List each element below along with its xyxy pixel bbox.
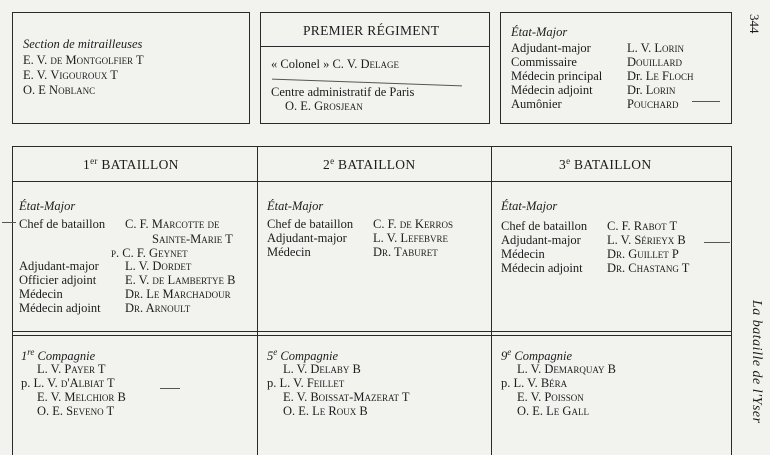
company-officer: p. L. V. d'Albiat T bbox=[21, 376, 115, 390]
company-9-heading: 9e Compagnie bbox=[501, 347, 573, 363]
company-officer: E. V. Poisson bbox=[517, 390, 584, 404]
company-officer: O. E. Le Roux B bbox=[283, 404, 368, 418]
mitrailleuses-row: E. V. Vigouroux T bbox=[23, 68, 118, 82]
staff-officer: p. C. F. Geynet bbox=[111, 246, 188, 260]
staff-role: Médecin adjoint bbox=[19, 301, 101, 315]
centre-admin-officer: O. E. Grosjean bbox=[285, 99, 363, 113]
pen-mark bbox=[160, 388, 180, 389]
staff-officer: C. F. Marcotte de bbox=[125, 217, 220, 231]
company-officer: L. V. Demarquay B bbox=[517, 362, 616, 376]
page-number: 344 bbox=[747, 14, 762, 34]
staff-officer: L. V. Lefebvre bbox=[373, 231, 448, 245]
mitrailleuses-row: E. V. de Montgolfier T bbox=[23, 53, 144, 67]
staff-role: Chef de bataillon bbox=[19, 217, 106, 231]
bataillons-table bbox=[12, 146, 732, 455]
staff-officer: Dr. Guillet P bbox=[607, 247, 679, 261]
staff-role: Médecin bbox=[501, 247, 545, 261]
etat-major-officer: Douillard bbox=[627, 55, 683, 69]
company-officer: O. E. Le Gall bbox=[517, 404, 589, 418]
etat-major-role: Médecin adjoint bbox=[511, 83, 593, 97]
bataillon-2-staff-heading: État-Major bbox=[267, 199, 324, 213]
company-1-heading: 1re Compagnie bbox=[21, 347, 96, 363]
bataillon-2-title: 2e BATAILLON bbox=[323, 156, 416, 172]
pen-mark bbox=[692, 101, 720, 102]
mitrailleuses-row: O. E Noblanc bbox=[23, 83, 96, 97]
bataillon-1-title: 1er BATAILLON bbox=[83, 156, 179, 172]
side-title: La bataille de l'Yser bbox=[749, 300, 764, 424]
staff-officer: Dr. Arnoult bbox=[125, 301, 191, 315]
pen-mark bbox=[704, 242, 730, 243]
staff-officer: C. F. Rabot T bbox=[607, 219, 678, 233]
staff-officer: Dr. Chastang T bbox=[607, 261, 690, 275]
regiment-title: PREMIER RÉGIMENT bbox=[303, 23, 440, 38]
etat-major-officer: Pouchard bbox=[627, 97, 679, 111]
staff-officer: Dr. Le Marchadour bbox=[125, 287, 231, 301]
staff-role: Adjudant-major bbox=[267, 231, 347, 245]
mitrailleuses-box bbox=[12, 12, 250, 124]
staff-role: Adjudant-major bbox=[19, 259, 99, 273]
staff-officer: L. V. Dordet bbox=[125, 259, 192, 273]
staff-officer: Dr. Taburet bbox=[373, 245, 438, 259]
regiment-box bbox=[260, 12, 490, 124]
etat-major-heading: État-Major bbox=[511, 25, 568, 39]
staff-role: Chef de bataillon bbox=[267, 217, 354, 231]
company-officer: E. V. Melchior B bbox=[37, 390, 126, 404]
staff-officer: L. V. Sérieyx B bbox=[607, 233, 686, 247]
company-officer: L. V. Delaby B bbox=[283, 362, 361, 376]
mitrailleuses-heading: Section de mitrailleuses bbox=[23, 37, 143, 51]
etat-major-officer: L. V. Lorin bbox=[627, 41, 684, 55]
company-officer: E. V. Boissat-Mazerat T bbox=[283, 390, 410, 404]
staff-role: Médecin bbox=[19, 287, 63, 301]
etat-major-role: Aumônier bbox=[511, 97, 562, 111]
pen-mark bbox=[2, 222, 16, 223]
staff-role: Chef de bataillon bbox=[501, 219, 588, 233]
staff-officer: Sainte-Marie T bbox=[152, 232, 233, 246]
etat-major-box bbox=[500, 12, 732, 124]
staff-role: Adjudant-major bbox=[501, 233, 581, 247]
etat-major-role: Médecin principal bbox=[511, 69, 603, 83]
etat-major-role: Commissaire bbox=[511, 55, 577, 69]
bataillon-1-staff-heading: État-Major bbox=[19, 199, 76, 213]
staff-role: Médecin bbox=[267, 245, 311, 259]
staff-officer: C. F. de Kerros bbox=[373, 217, 453, 231]
etat-major-officer: Dr. Lorin bbox=[627, 83, 676, 97]
company-officer: L. V. Payer T bbox=[37, 362, 106, 376]
colonel-line: « Colonel » C. V. Delage bbox=[271, 57, 400, 71]
centre-admin: Centre administratif de Paris bbox=[271, 85, 415, 99]
bataillon-3-staff-heading: État-Major bbox=[501, 199, 558, 213]
company-officer: O. E. Seveno T bbox=[37, 404, 115, 418]
etat-major-role: Adjudant-major bbox=[511, 41, 591, 55]
company-officer: p. L. V. Béra bbox=[501, 376, 568, 390]
staff-role: Médecin adjoint bbox=[501, 261, 583, 275]
staff-role: Officier adjoint bbox=[19, 273, 97, 287]
company-5-heading: 5e Compagnie bbox=[267, 347, 339, 363]
company-officer: p. L. V. Feillet bbox=[267, 376, 345, 390]
etat-major-officer: Dr. Le Floch bbox=[627, 69, 694, 83]
staff-officer: E. V. de Lambertye B bbox=[125, 273, 236, 287]
bataillon-3-title: 3e BATAILLON bbox=[559, 156, 652, 172]
